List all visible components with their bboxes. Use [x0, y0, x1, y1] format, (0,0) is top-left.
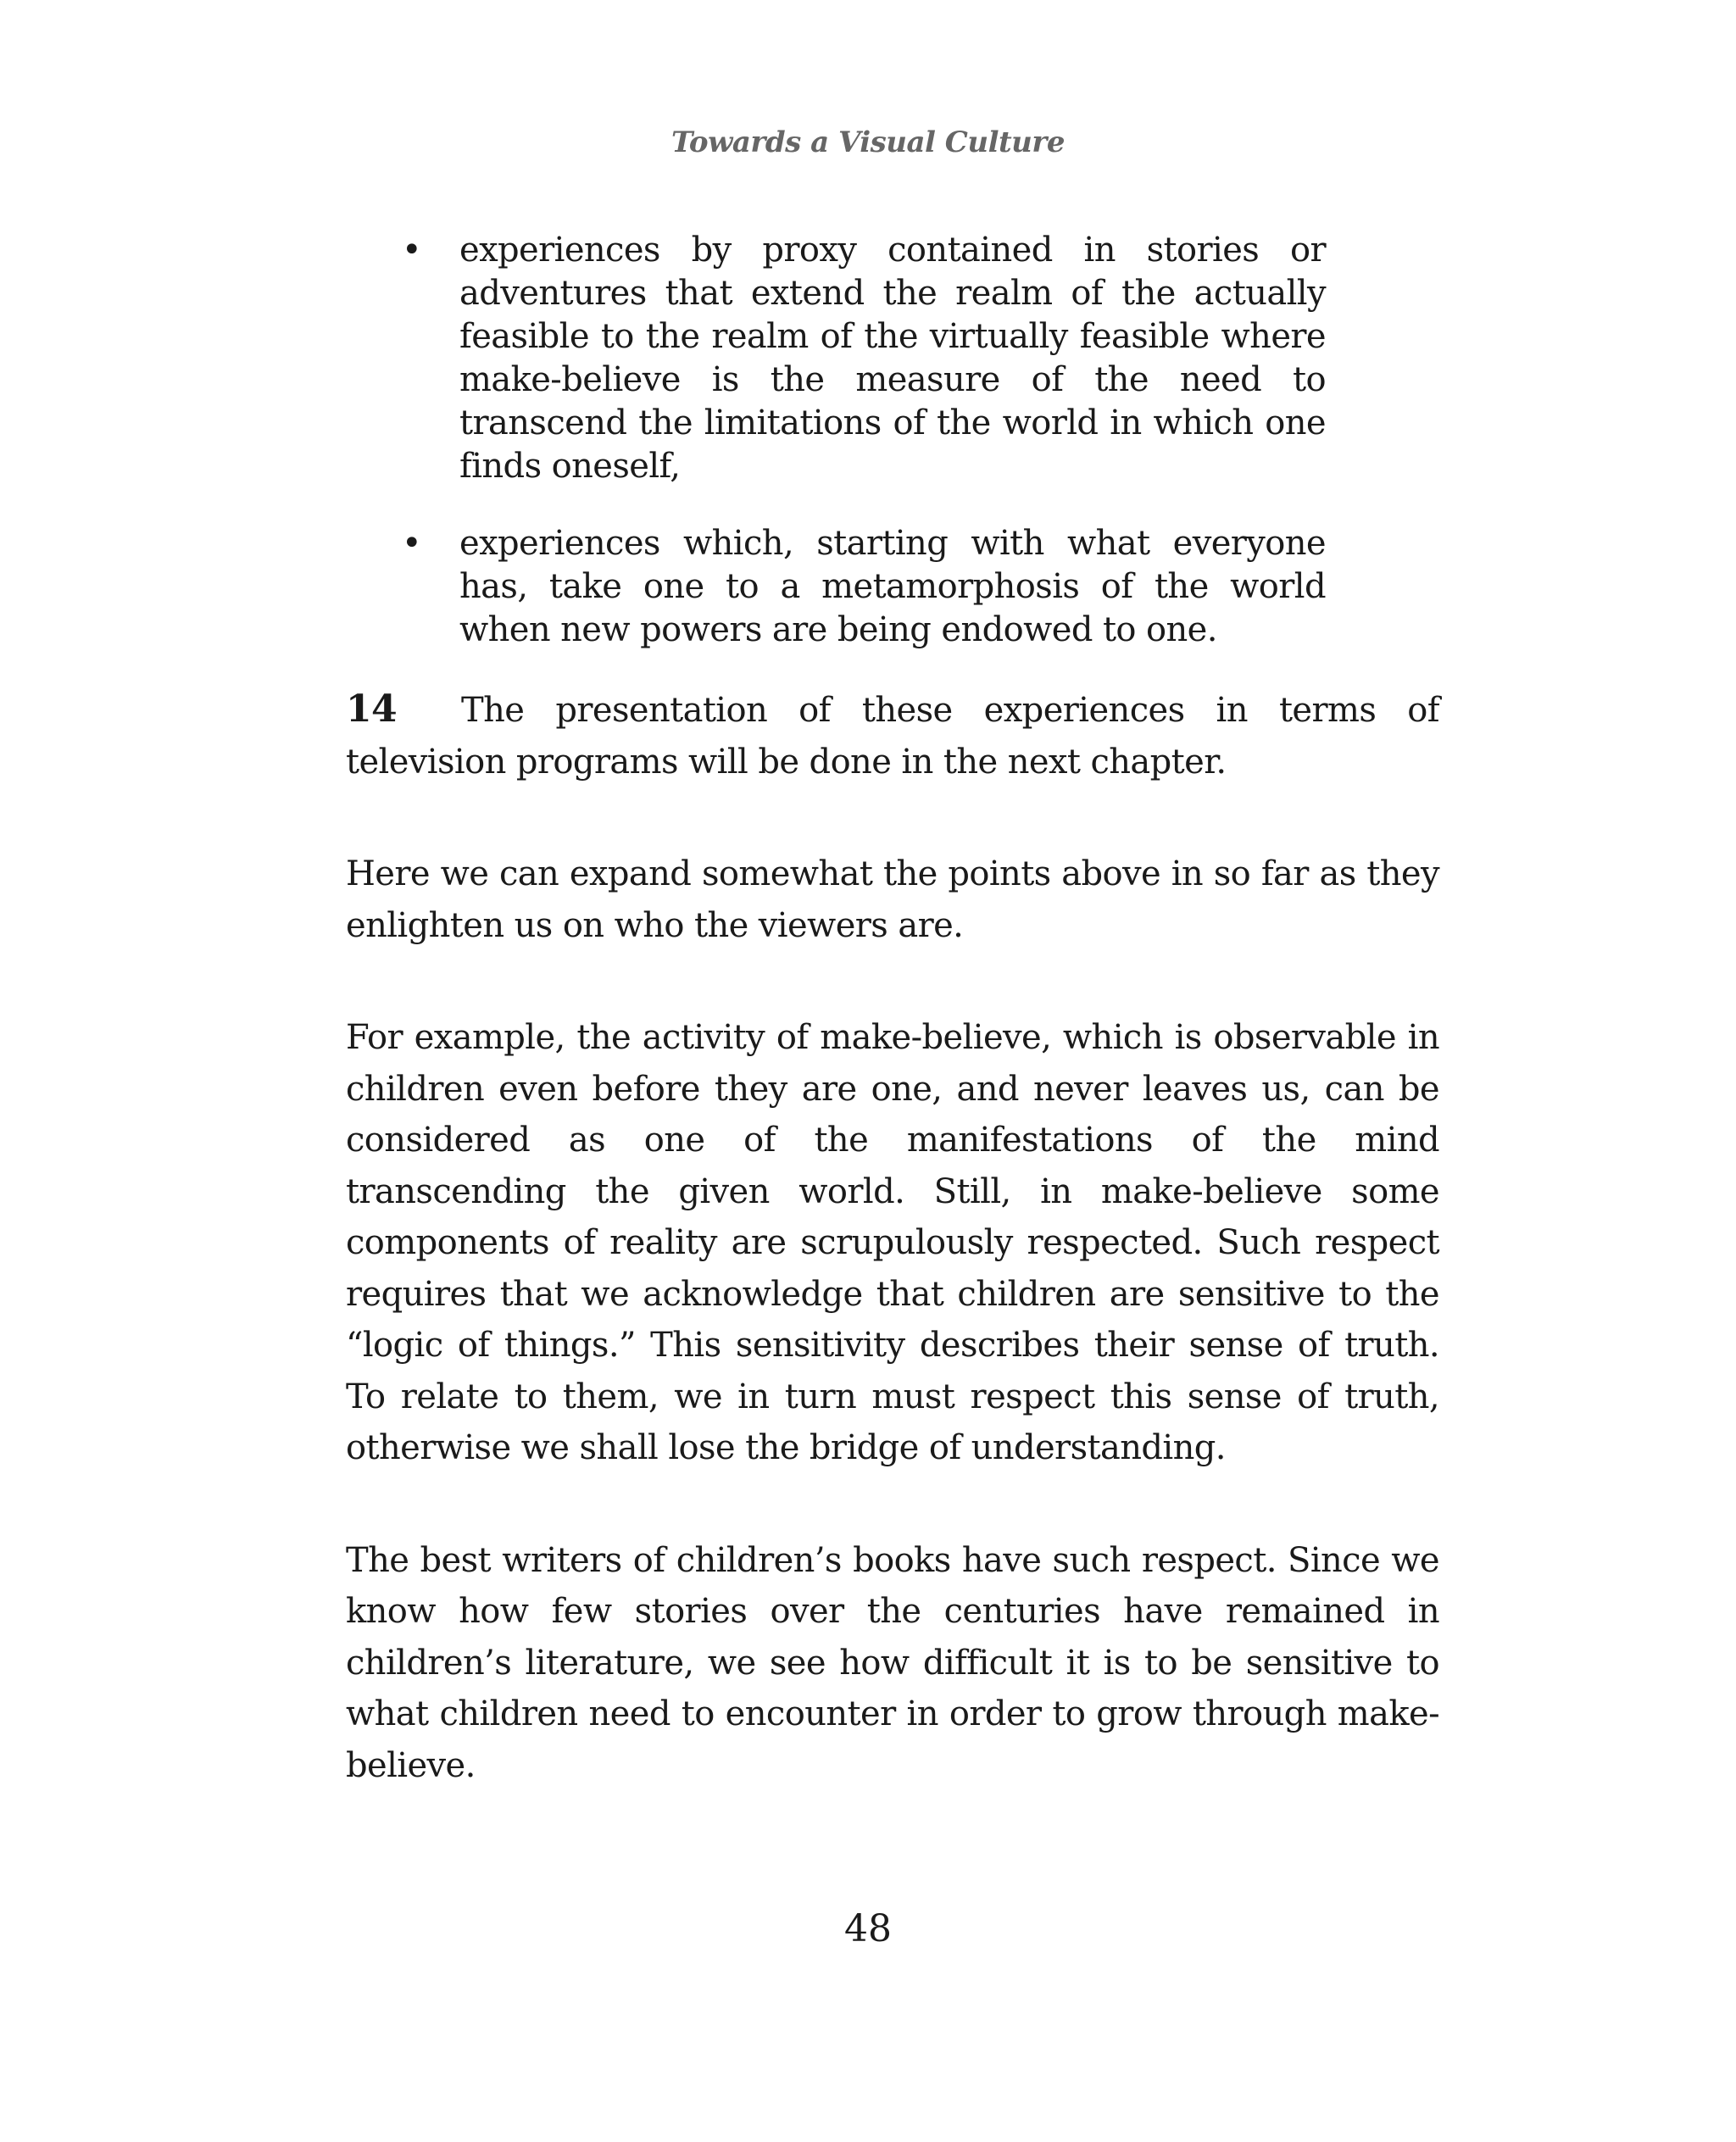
section-paragraph [346, 684, 1439, 787]
body-paragraph: For example, the activity of make-believe, which is observable in children even before they are one, and never leaves us, can be considered as one of the manifestations of the mind transcending the given world. Still, in make-believe some components of reality are scrupulously respected. Such respect requires that we acknowledge that children are sensitive to the “logic of things.” This sensitivity describes their sense of truth. To relate to them, we in turn must respect this sense of truth, otherwise we shall lose the bridge of understanding. [346, 1018, 1439, 1467]
bullet-text: experiences by proxy contained in stories or adventures that extend the realm of the actually feasible to the realm of the virtually feasible where make-believe is the measure of the need to transcend the limitations of the world in which one finds oneself, [459, 231, 1326, 486]
page-body [346, 229, 1439, 1791]
section-number: 14 [346, 687, 398, 731]
body-paragraph: Here we can expand somewhat the points above in so far as they enlighten us on who the viewers are. [346, 854, 1439, 945]
page-number: 48 [844, 1907, 892, 1950]
section-text: The presentation of these experiences in terms of television programs will be done in the next chapter. [346, 691, 1439, 782]
running-header: Towards a Visual Culture [671, 125, 1065, 159]
bullet-icon: • [402, 231, 421, 270]
bullet-icon: • [402, 524, 421, 563]
body-paragraph: The best writers of children’s books have such respect. Since we know how few stories over the centuries have remained in children’s literature, we see how difficult it is to be sensitive to what children need to encounter in order to grow through make-believe. [346, 1540, 1439, 1785]
bullet-text: experiences which, starting with what everyone has, take one to a metamorphosis of the world when new powers are being endowed to one. [459, 524, 1326, 649]
list-item [402, 229, 1326, 488]
bullet-list [402, 229, 1326, 652]
list-item [402, 522, 1326, 652]
